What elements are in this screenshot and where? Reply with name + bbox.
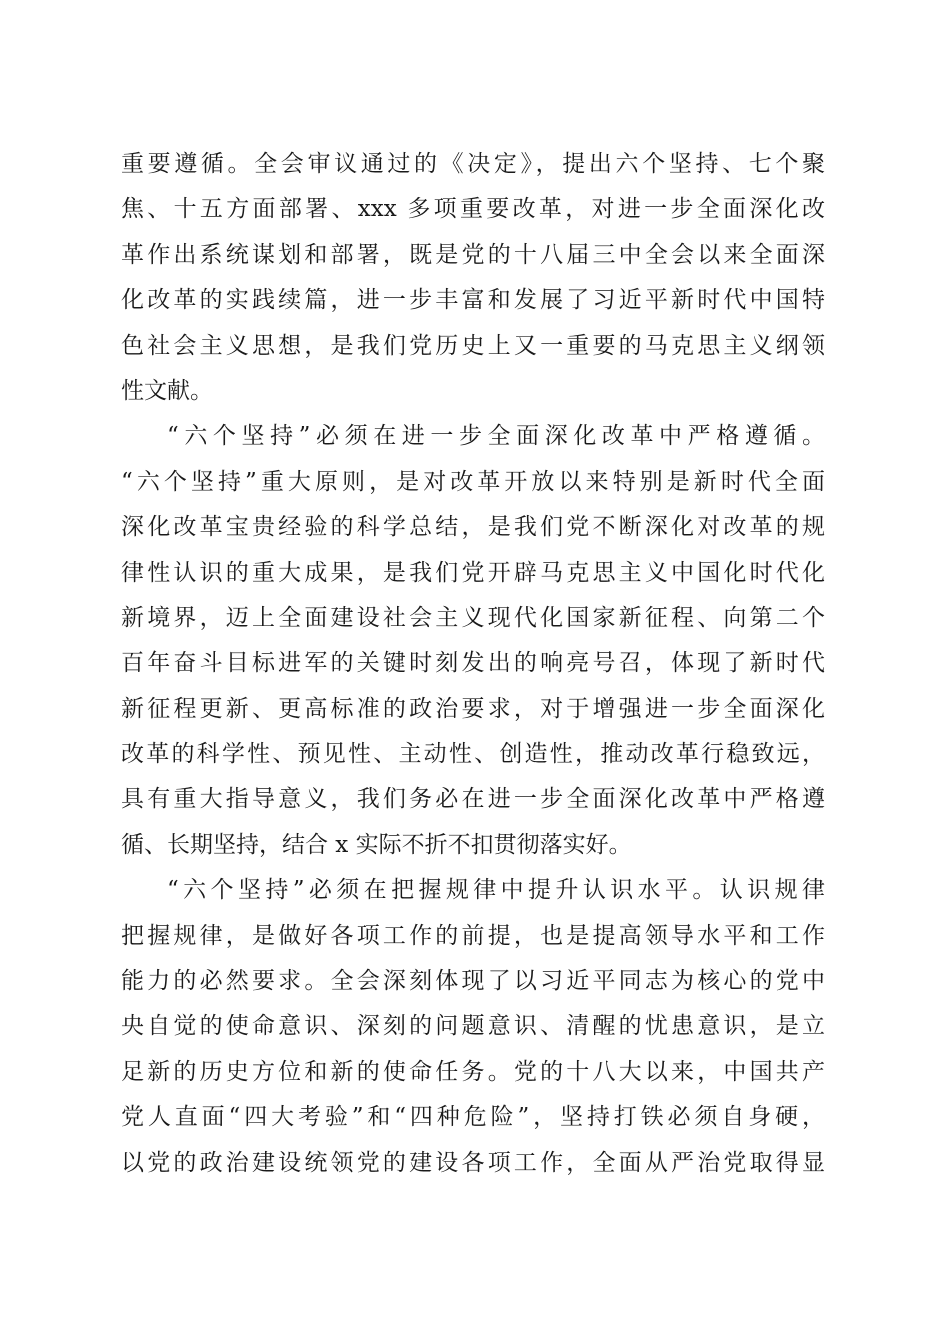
paragraph-heading-line: “六个坚持”必须在进一步全面深化改革中严格遵循。 <box>167 423 825 450</box>
paragraph-2 <box>121 414 825 868</box>
text-line: 具有重大指导意义，我们务必在进一步全面深化改革中严格遵 <box>121 786 825 813</box>
text-line: 能力的必然要求。全会深刻体现了以习近平同志为核心的党中 <box>121 968 825 995</box>
text-line: 深化改革宝贵经验的科学总结，是我们党不断深化对改革的规 <box>121 514 825 541</box>
paragraph-3 <box>121 868 825 1186</box>
text-line: 把握规律，是做好各项工作的前提，也是提高领导水平和工作 <box>121 922 825 949</box>
text-line: 新境界，迈上全面建设社会主义现代化国家新征程、向第二个 <box>121 604 825 631</box>
text-line: 性文献。 <box>121 377 213 404</box>
text-line: 党人直面“四大考验”和“四种危险”，坚持打铁必须自身硬， <box>121 1104 825 1131</box>
text-line: 律性认识的重大成果，是我们党开辟马克思主义中国化时代化 <box>121 559 825 586</box>
text-line: 循、长期坚持，结合 x 实际不折不扣贯彻落实好。 <box>121 831 632 858</box>
text-line: 足新的历史方位和新的使命任务。党的十八大以来，中国共产 <box>121 1058 825 1085</box>
text-line: 重要遵循。全会审议通过的《决定》，提出六个坚持、七个聚 <box>121 151 825 177</box>
text-line: 焦、十五方面部署、xxx 多项重要改革，对进一步全面深化改 <box>121 196 825 223</box>
text-line: 百年奋斗目标进军的关键时刻发出的响亮号召，体现了新时代 <box>121 650 825 677</box>
paragraph-heading-line: “六个坚持”必须在把握规律中提升认识水平。认识规律 <box>167 877 825 904</box>
document-page <box>121 142 825 1186</box>
text-line: 革作出系统谋划和部署，既是党的十八届三中全会以来全面深 <box>121 241 825 268</box>
text-line: “六个坚持”重大原则，是对改革开放以来特别是新时代全面 <box>121 468 825 495</box>
text-line: 改革的科学性、预见性、主动性、创造性，推动改革行稳致远， <box>121 741 825 768</box>
paragraph-1 <box>121 142 825 414</box>
text-line: 以党的政治建设统领党的建设各项工作，全面从严治党取得显 <box>121 1149 825 1176</box>
text-line: 新征程更新、更高标准的政治要求，对于增强进一步全面深化 <box>121 695 825 722</box>
text-line: 色社会主义思想，是我们党历史上又一重要的马克思主义纲领 <box>121 332 825 359</box>
text-line: 化改革的实践续篇，进一步丰富和发展了习近平新时代中国特 <box>121 287 825 314</box>
text-line: 央自觉的使命意识、深刻的问题意识、清醒的忧患意识，是立 <box>121 1013 825 1040</box>
